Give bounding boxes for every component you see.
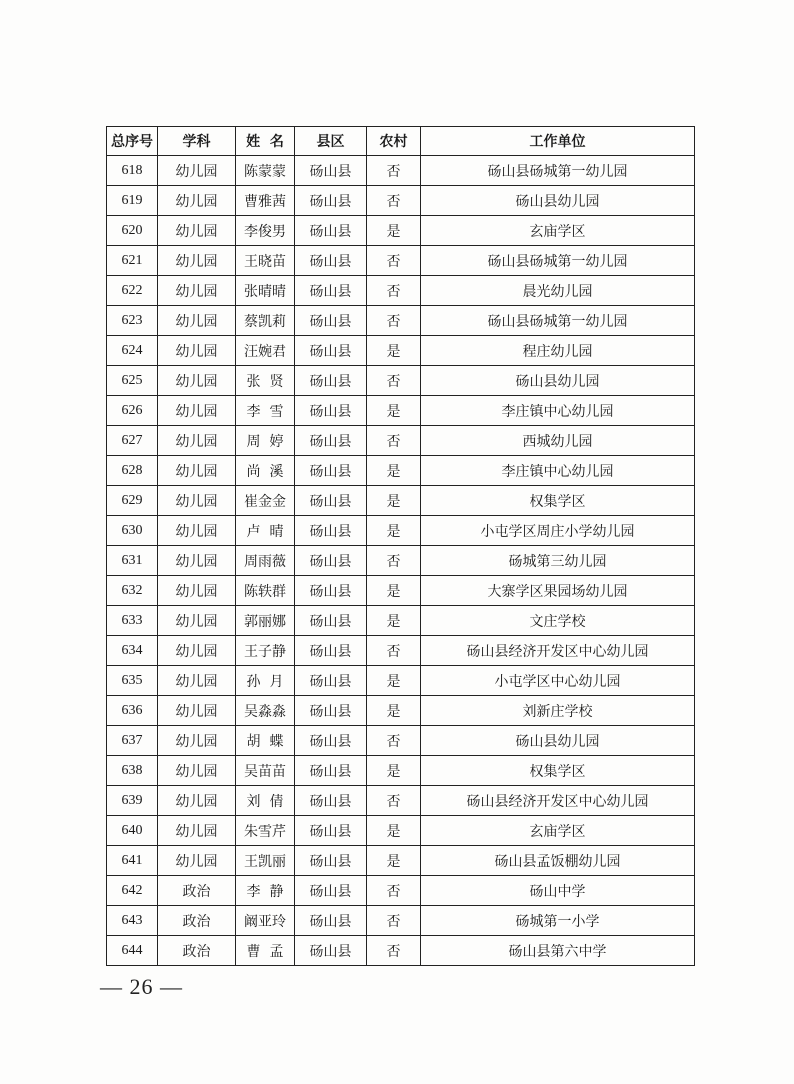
cell-workplace: 小屯学区中心幼儿园	[421, 666, 695, 696]
cell-name: 张 贤	[236, 366, 295, 396]
cell-workplace: 晨光幼儿园	[421, 276, 695, 306]
cell-serial: 644	[107, 936, 158, 966]
cell-subject: 幼儿园	[158, 306, 236, 336]
cell-subject: 幼儿园	[158, 786, 236, 816]
cell-serial: 622	[107, 276, 158, 306]
cell-county: 砀山县	[295, 366, 367, 396]
cell-workplace: 砀山县孟饭棚幼儿园	[421, 846, 695, 876]
table-row	[107, 306, 695, 336]
cell-subject: 幼儿园	[158, 486, 236, 516]
header-county: 县区	[295, 127, 367, 156]
cell-subject: 幼儿园	[158, 276, 236, 306]
cell-workplace: 权集学区	[421, 756, 695, 786]
cell-county: 砀山县	[295, 906, 367, 936]
cell-county: 砀山县	[295, 726, 367, 756]
cell-subject: 幼儿园	[158, 756, 236, 786]
table-row	[107, 396, 695, 426]
cell-workplace: 李庄镇中心幼儿园	[421, 396, 695, 426]
roster-table	[106, 126, 695, 966]
table-row	[107, 666, 695, 696]
cell-serial: 628	[107, 456, 158, 486]
cell-subject: 政治	[158, 906, 236, 936]
cell-rural: 否	[367, 276, 421, 306]
cell-name: 曹雅茜	[236, 186, 295, 216]
cell-workplace: 砀山县经济开发区中心幼儿园	[421, 786, 695, 816]
cell-subject: 政治	[158, 876, 236, 906]
table-row	[107, 156, 695, 186]
table-row	[107, 786, 695, 816]
header-subject: 学科	[158, 127, 236, 156]
cell-workplace: 砀山县经济开发区中心幼儿园	[421, 636, 695, 666]
cell-rural: 否	[367, 936, 421, 966]
cell-subject: 幼儿园	[158, 606, 236, 636]
cell-serial: 618	[107, 156, 158, 186]
cell-subject: 幼儿园	[158, 636, 236, 666]
cell-subject: 幼儿园	[158, 336, 236, 366]
cell-county: 砀山县	[295, 606, 367, 636]
table-row	[107, 426, 695, 456]
cell-name: 蔡凯莉	[236, 306, 295, 336]
cell-workplace: 刘新庄学校	[421, 696, 695, 726]
cell-workplace: 玄庙学区	[421, 816, 695, 846]
table-row	[107, 246, 695, 276]
table-row	[107, 876, 695, 906]
table-row	[107, 846, 695, 876]
cell-subject: 幼儿园	[158, 366, 236, 396]
cell-serial: 625	[107, 366, 158, 396]
cell-subject: 幼儿园	[158, 456, 236, 486]
cell-serial: 639	[107, 786, 158, 816]
cell-rural: 否	[367, 246, 421, 276]
table-row	[107, 636, 695, 666]
cell-rural: 否	[367, 726, 421, 756]
cell-serial: 637	[107, 726, 158, 756]
cell-name: 王凯丽	[236, 846, 295, 876]
cell-name: 吴淼淼	[236, 696, 295, 726]
cell-name: 卢 晴	[236, 516, 295, 546]
table-row	[107, 606, 695, 636]
cell-rural: 是	[367, 696, 421, 726]
cell-name: 汪婉君	[236, 336, 295, 366]
cell-workplace: 程庄幼儿园	[421, 336, 695, 366]
cell-workplace: 西城幼儿园	[421, 426, 695, 456]
cell-rural: 否	[367, 426, 421, 456]
table-row	[107, 186, 695, 216]
cell-name: 刘 倩	[236, 786, 295, 816]
cell-serial: 619	[107, 186, 158, 216]
cell-name: 胡 蝶	[236, 726, 295, 756]
table-row	[107, 276, 695, 306]
table-row	[107, 756, 695, 786]
cell-serial: 621	[107, 246, 158, 276]
cell-subject: 幼儿园	[158, 246, 236, 276]
cell-name: 周雨薇	[236, 546, 295, 576]
cell-workplace: 砀山县幼儿园	[421, 366, 695, 396]
cell-name: 崔金金	[236, 486, 295, 516]
cell-name: 吴苗苗	[236, 756, 295, 786]
table-body	[107, 156, 695, 966]
cell-name: 李 静	[236, 876, 295, 906]
cell-serial: 620	[107, 216, 158, 246]
cell-serial: 623	[107, 306, 158, 336]
table-row	[107, 486, 695, 516]
cell-rural: 否	[367, 306, 421, 336]
cell-rural: 是	[367, 456, 421, 486]
cell-county: 砀山县	[295, 696, 367, 726]
cell-county: 砀山县	[295, 306, 367, 336]
table-row	[107, 336, 695, 366]
cell-county: 砀山县	[295, 786, 367, 816]
table-row	[107, 366, 695, 396]
cell-serial: 641	[107, 846, 158, 876]
cell-serial: 635	[107, 666, 158, 696]
cell-name: 孙 月	[236, 666, 295, 696]
header-workplace: 工作单位	[421, 127, 695, 156]
cell-name: 张晴晴	[236, 276, 295, 306]
cell-rural: 是	[367, 516, 421, 546]
page-number: — 26 —	[100, 974, 183, 999]
cell-workplace: 砀山县第六中学	[421, 936, 695, 966]
cell-county: 砀山县	[295, 936, 367, 966]
cell-subject: 幼儿园	[158, 696, 236, 726]
cell-serial: 624	[107, 336, 158, 366]
cell-serial: 634	[107, 636, 158, 666]
cell-rural: 是	[367, 336, 421, 366]
cell-county: 砀山县	[295, 186, 367, 216]
cell-subject: 幼儿园	[158, 396, 236, 426]
cell-county: 砀山县	[295, 336, 367, 366]
cell-rural: 否	[367, 636, 421, 666]
cell-rural: 是	[367, 846, 421, 876]
cell-county: 砀山县	[295, 666, 367, 696]
cell-name: 尚 溪	[236, 456, 295, 486]
cell-workplace: 砀山县幼儿园	[421, 186, 695, 216]
cell-rural: 否	[367, 906, 421, 936]
cell-name: 李 雪	[236, 396, 295, 426]
cell-serial: 633	[107, 606, 158, 636]
cell-serial: 640	[107, 816, 158, 846]
header-serial: 总序号	[107, 127, 158, 156]
cell-workplace: 小屯学区周庄小学幼儿园	[421, 516, 695, 546]
cell-workplace: 李庄镇中心幼儿园	[421, 456, 695, 486]
cell-serial: 627	[107, 426, 158, 456]
cell-serial: 632	[107, 576, 158, 606]
table-header-row	[107, 127, 695, 156]
cell-county: 砀山县	[295, 426, 367, 456]
cell-name: 郭丽娜	[236, 606, 295, 636]
cell-rural: 是	[367, 606, 421, 636]
cell-subject: 幼儿园	[158, 186, 236, 216]
cell-workplace: 砀山县砀城第一幼儿园	[421, 246, 695, 276]
cell-serial: 630	[107, 516, 158, 546]
cell-rural: 否	[367, 156, 421, 186]
table-row	[107, 516, 695, 546]
table-row	[107, 726, 695, 756]
cell-name: 阚亚玲	[236, 906, 295, 936]
cell-county: 砀山县	[295, 396, 367, 426]
cell-serial: 631	[107, 546, 158, 576]
cell-workplace: 玄庙学区	[421, 216, 695, 246]
cell-workplace: 文庄学校	[421, 606, 695, 636]
cell-county: 砀山县	[295, 876, 367, 906]
cell-county: 砀山县	[295, 516, 367, 546]
cell-subject: 幼儿园	[158, 846, 236, 876]
cell-name: 李俊男	[236, 216, 295, 246]
cell-rural: 否	[367, 366, 421, 396]
cell-workplace: 砀山县砀城第一幼儿园	[421, 156, 695, 186]
cell-workplace: 权集学区	[421, 486, 695, 516]
cell-subject: 幼儿园	[158, 576, 236, 606]
cell-county: 砀山县	[295, 486, 367, 516]
cell-serial: 636	[107, 696, 158, 726]
table-row	[107, 456, 695, 486]
cell-name: 王晓苗	[236, 246, 295, 276]
cell-rural: 否	[367, 546, 421, 576]
cell-rural: 是	[367, 216, 421, 246]
table-row	[107, 216, 695, 246]
cell-county: 砀山县	[295, 636, 367, 666]
cell-serial: 642	[107, 876, 158, 906]
cell-subject: 幼儿园	[158, 516, 236, 546]
cell-subject: 幼儿园	[158, 426, 236, 456]
cell-serial: 626	[107, 396, 158, 426]
cell-county: 砀山县	[295, 846, 367, 876]
cell-rural: 否	[367, 876, 421, 906]
cell-workplace: 砀山县砀城第一幼儿园	[421, 306, 695, 336]
cell-county: 砀山县	[295, 756, 367, 786]
cell-county: 砀山县	[295, 546, 367, 576]
cell-subject: 幼儿园	[158, 546, 236, 576]
cell-county: 砀山县	[295, 156, 367, 186]
table-row	[107, 576, 695, 606]
header-rural: 农村	[367, 127, 421, 156]
table-row	[107, 936, 695, 966]
cell-subject: 幼儿园	[158, 156, 236, 186]
cell-county: 砀山县	[295, 576, 367, 606]
cell-subject: 政治	[158, 936, 236, 966]
cell-name: 陈蒙蒙	[236, 156, 295, 186]
cell-county: 砀山县	[295, 456, 367, 486]
cell-county: 砀山县	[295, 816, 367, 846]
cell-subject: 幼儿园	[158, 726, 236, 756]
cell-workplace: 砀城第三幼儿园	[421, 546, 695, 576]
cell-workplace: 大寨学区果园场幼儿园	[421, 576, 695, 606]
cell-serial: 638	[107, 756, 158, 786]
cell-workplace: 砀城第一小学	[421, 906, 695, 936]
cell-county: 砀山县	[295, 246, 367, 276]
cell-rural: 是	[367, 576, 421, 606]
table-row	[107, 816, 695, 846]
cell-county: 砀山县	[295, 276, 367, 306]
cell-serial: 643	[107, 906, 158, 936]
cell-rural: 是	[367, 816, 421, 846]
cell-name: 朱雪芹	[236, 816, 295, 846]
table-row	[107, 696, 695, 726]
cell-subject: 幼儿园	[158, 816, 236, 846]
table-row	[107, 906, 695, 936]
cell-rural: 是	[367, 756, 421, 786]
cell-name: 陈轶群	[236, 576, 295, 606]
cell-rural: 否	[367, 186, 421, 216]
cell-subject: 幼儿园	[158, 216, 236, 246]
cell-rural: 是	[367, 486, 421, 516]
cell-workplace: 砀山中学	[421, 876, 695, 906]
header-name: 姓 名	[236, 127, 295, 156]
cell-serial: 629	[107, 486, 158, 516]
cell-rural: 是	[367, 396, 421, 426]
cell-rural: 否	[367, 786, 421, 816]
table-row	[107, 546, 695, 576]
cell-county: 砀山县	[295, 216, 367, 246]
cell-subject: 幼儿园	[158, 666, 236, 696]
cell-workplace: 砀山县幼儿园	[421, 726, 695, 756]
cell-name: 曹 孟	[236, 936, 295, 966]
cell-rural: 是	[367, 666, 421, 696]
cell-name: 王子静	[236, 636, 295, 666]
cell-name: 周 婷	[236, 426, 295, 456]
